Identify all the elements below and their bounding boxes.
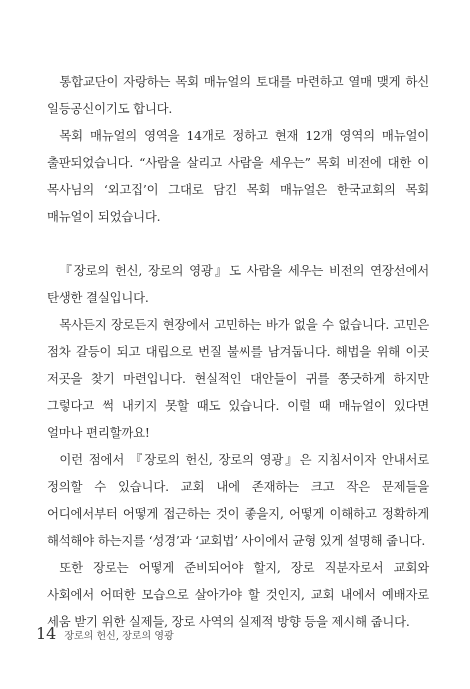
running-title: 장로의 헌신, 장로의 영광 [64,631,174,642]
paragraph-5: 이런 점에서 『장로의 헌신, 장로의 영광』은 지침서이자 안내서로 정의할 수 있습니다. 교회 내에 존재하는 크고 작은 문제들을 어디에서부터 어떻게 접근하는 것이 좋을지, 어떻게 이해하고 정확하게 해석해야 하는지를 ‘성경’과 ‘교회법’ 사이에서 균형 있게 설명해 줍니다. [47,452,429,548]
paragraph-4: 목사든지 장로든지 현장에서 고민하는 바가 없을 수 없습니다. 고민은 점차 갈등이 되고 대립으로 번질 불씨를 남겨둡니다. 해법을 위해 이곳 저곳을 찾기 마련입니다. 현실적인 대안들이 귀를 쫑긋하게 하지만 그렇다고 썩 내키지 못할 때도 있습니다. 이럴 때 매뉴얼이 있다면 얼마나 편리할까요! [47,317,429,440]
body-text [47,68,429,635]
paragraph-2: 목회 매뉴얼의 영역을 14개로 정하고 현재 12개 영역의 매뉴얼이 출판되었습니다. “사람을 살리고 사람을 세우는” 목회 비전에 대한 이 목사님의 ‘외고집’이 그대로 담긴 목회 매뉴얼은 한국교회의 목회 매뉴얼이 되었습니다. [47,128,429,224]
paragraph-6: 또한 장로는 어떻게 준비되어야 할지, 장로 직분자로서 교회와 사회에서 어떠한 모습으로 살아가야 할 것인지, 교회 내에서 예배자로 세움 받기 위한 실제들, 장로 사역의 실제적 방향 등을 제시해 줍니다. [47,560,429,629]
paragraph-1: 통합교단이 자랑하는 목회 매뉴얼의 토대를 마련하고 열매 맺게 하신 일등공신이기도 합니다. [47,74,429,116]
page-number: 14 [36,624,57,643]
paragraph-spacer [47,230,429,257]
paragraph-3: 『장로의 헌신, 장로의 영광』도 사람을 세우는 비전의 연장선에서 탄생한 결실입니다. [47,263,429,305]
page-footer [36,624,174,643]
